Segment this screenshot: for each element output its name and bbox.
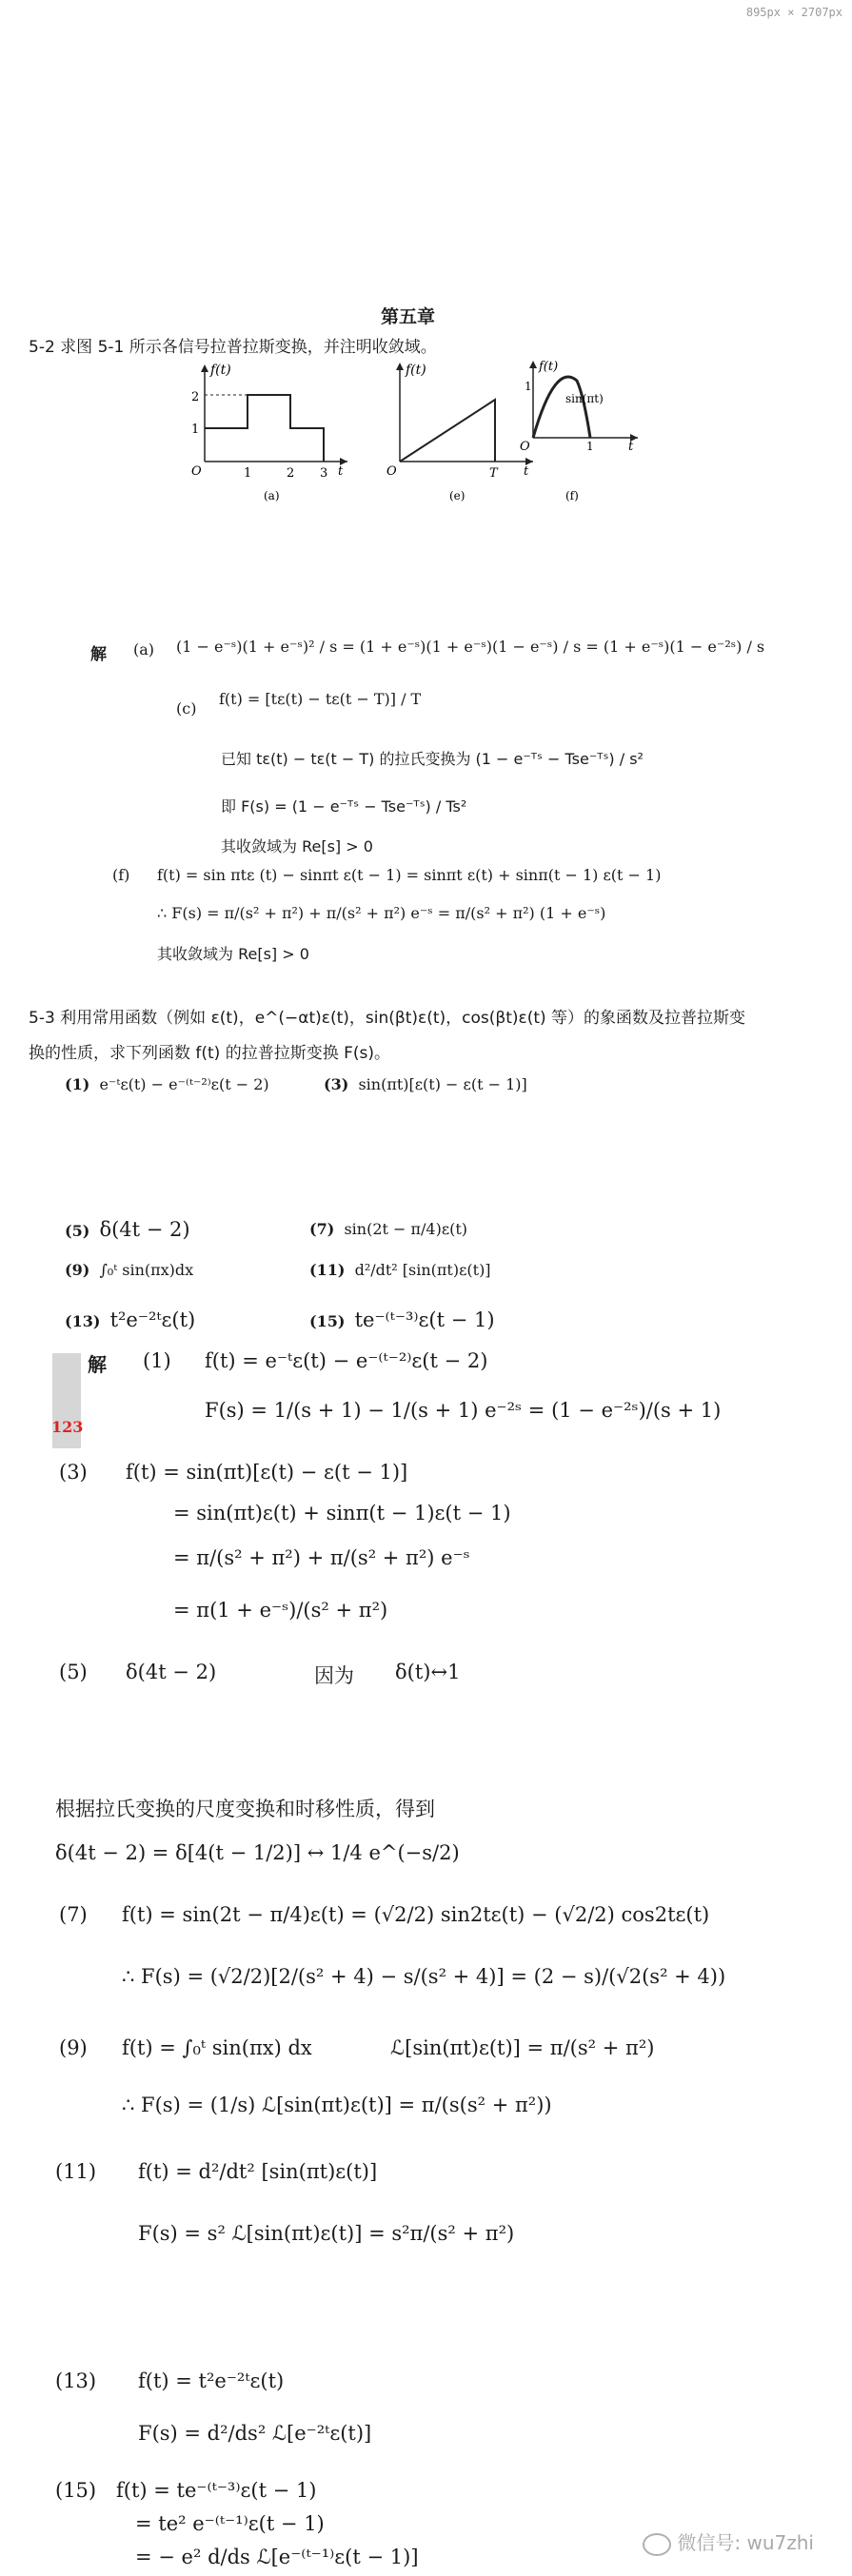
- solution-5-2-a-eq: (1 − e⁻ˢ)(1 + e⁻ˢ)² / s = (1 + e⁻ˢ)(1 + e⁻ˢ)(1 − e⁻ˢ) / s = (1 + e⁻ˢ)(1 − e⁻²ˢ) / s: [176, 638, 765, 656]
- page-number: 123: [51, 1418, 84, 1436]
- solution-5-text: 根据拉氏变换的尺度变换和时移性质，得到: [55, 1798, 435, 1820]
- svg-text:t: t: [338, 464, 344, 479]
- question-5-3-prompt-2: 换的性质，求下列函数 f(t) 的拉普拉斯变换 F(s)。: [29, 1044, 391, 1063]
- solution-5-2-c-eq2: 已知 tε(t) − tε(t − T) 的拉氏变换为 (1 − e⁻ᵀˢ − Tse⁻ᵀˢ) / s²: [221, 750, 644, 768]
- solution-3-eq1: f(t) = sin(πt)[ε(t) − ε(t − 1)]: [126, 1461, 408, 1484]
- graph-a-signal: [205, 395, 324, 462]
- item-7: (7) sin(2t − π/4)ε(t): [309, 1220, 468, 1238]
- graph-e: [381, 357, 543, 504]
- graph-f-signal: [533, 377, 590, 438]
- graph-a-ylabel: f(t): [210, 363, 231, 378]
- solution-5-2-c-eq1: f(t) = [tε(t) − tε(t − T)] / T: [219, 690, 422, 708]
- solution-5-eq1: δ(4t − 2): [126, 1661, 217, 1683]
- item-9: (9) ∫₀ᵗ sin(πx)dx: [65, 1261, 194, 1279]
- svg-text:2: 2: [287, 466, 295, 481]
- item-5: (5) δ(4t − 2): [65, 1218, 190, 1241]
- solution-5-eq3: δ(4t − 2) = δ[4(t − 1/2)] ↔ 1/4 e^(−s/2): [55, 1841, 460, 1864]
- item-1: (1) e⁻ᵗε(t) − e⁻⁽ᵗ⁻²⁾ε(t − 2): [65, 1075, 269, 1093]
- graph-a-caption: (a): [264, 489, 280, 502]
- solution-13-eq1: f(t) = t²e⁻²ᵗε(t): [138, 2370, 285, 2392]
- solution-1-eq1: f(t) = e⁻ᵗε(t) − e⁻⁽ᵗ⁻²⁾ε(t − 2): [205, 1349, 488, 1372]
- solution-5-2-c-eq3: 即 F(s) = (1 − e⁻ᵀˢ − Tse⁻ᵀˢ) / Ts²: [221, 797, 467, 816]
- svg-text:t: t: [628, 440, 634, 454]
- wechat-watermark: 微信号: wu7zhi: [643, 2527, 814, 2556]
- solution-15-eq1: f(t) = te⁻⁽ᵗ⁻³⁾ε(t − 1): [116, 2479, 317, 2502]
- graph-f: [520, 357, 647, 504]
- item-13: (13) t²e⁻²ᵗε(t): [65, 1308, 196, 1331]
- chapter-title: 第五章: [381, 306, 436, 327]
- solution-5-2-f-eq1: f(t) = sin πtε (t) − sinπt ε(t − 1) = sinπt ε(t) + sinπ(t − 1) ε(t − 1): [157, 866, 662, 884]
- solution-5-3-jie: 解: [88, 1353, 107, 1376]
- graph-e-caption: (e): [449, 489, 466, 502]
- solution-11-eq1: f(t) = d²/dt² [sin(πt)ε(t)]: [138, 2160, 378, 2183]
- item-15: (15) te⁻⁽ᵗ⁻³⁾ε(t − 1): [309, 1308, 495, 1331]
- svg-text:f(t): f(t): [539, 360, 559, 374]
- item-11: (11) d²/dt² [sin(πt)ε(t)]: [309, 1261, 491, 1279]
- svg-text:T: T: [489, 466, 498, 481]
- svg-text:O: O: [520, 440, 530, 454]
- svg-text:t: t: [524, 464, 529, 479]
- solution-9-eq1: f(t) = ∫₀ᵗ sin(πx) dx: [122, 2036, 312, 2059]
- wechat-icon: [643, 2533, 671, 2556]
- graph-e-signal: [400, 400, 495, 462]
- svg-text:2: 2: [191, 390, 200, 404]
- solution-9-eq2: ℒ[sin(πt)ε(t)] = π/(s² + π²): [390, 2036, 655, 2059]
- solution-3-eq4: = π(1 + e⁻ˢ)/(s² + π²): [173, 1599, 388, 1622]
- svg-text:1: 1: [525, 380, 532, 393]
- item-3: (3) sin(πt)[ε(t) − ε(t − 1)]: [324, 1075, 527, 1093]
- solution-5-2-f-eq3: 其收敛域为 Re[s] > 0: [157, 945, 309, 963]
- svg-text:3: 3: [320, 466, 328, 481]
- solution-5-2-c-eq4: 其收敛域为 Re[s] > 0: [221, 837, 373, 855]
- question-5-3-prompt: 5-3 利用常用函数（例如 ε(t)，e^(−αt)ε(t)，sin(βt)ε(t)，cos(βt)ε(t) 等）的象函数及拉普拉斯变: [29, 1009, 746, 1028]
- solution-3-eq3: = π/(s² + π²) + π/(s² + π²) e⁻ˢ: [173, 1546, 470, 1569]
- svg-text:sin(πt): sin(πt): [565, 392, 604, 405]
- svg-text:1: 1: [244, 466, 252, 481]
- solution-9-eq3: ∴ F(s) = (1/s) ℒ[sin(πt)ε(t)] = π/(s(s² + π²)): [122, 2094, 552, 2116]
- solution-1-eq2: F(s) = 1/(s + 1) − 1/(s + 1) e⁻²ˢ = (1 − e⁻²ˢ)/(s + 1): [205, 1399, 722, 1422]
- solution-15-eq3: = − e² d/ds ℒ[e⁻⁽ᵗ⁻¹⁾ε(t − 1)]: [135, 2546, 419, 2568]
- question-5-2-prompt: 5-2 求图 5-1 所示各信号拉普拉斯变换，并注明收敛域。: [29, 338, 437, 357]
- svg-text:O: O: [191, 464, 202, 479]
- image-size-label: 895px × 2707px: [745, 6, 842, 19]
- solution-7-eq2: ∴ F(s) = (√2/2)[2/(s² + 4) − s/(s² + 4)] = (2 − s)/(√2(s² + 4)): [122, 1965, 726, 1988]
- svg-text:f(t): f(t): [406, 363, 426, 378]
- graph-f-caption: (f): [565, 489, 579, 502]
- solution-11-eq2: F(s) = s² ℒ[sin(πt)ε(t)] = s²π/(s² + π²): [138, 2222, 515, 2245]
- svg-text:1: 1: [191, 423, 200, 437]
- graph-a: [176, 357, 357, 504]
- solution-13-eq2: F(s) = d²/ds² ℒ[e⁻²ᵗε(t)]: [138, 2422, 372, 2445]
- solution-5-2-f-eq2: ∴ F(s) = π/(s² + π²) + π/(s² + π²) e⁻ˢ = π/(s² + π²) (1 + e⁻ˢ): [157, 904, 606, 922]
- svg-text:1: 1: [586, 440, 594, 453]
- solution-5-2-jie: 解: [90, 645, 107, 664]
- solution-5-eq2: δ(t)↔1: [395, 1661, 461, 1683]
- solution-7-eq1: f(t) = sin(2t − π/4)ε(t) = (√2/2) sin2tε(t) − (√2/2) cos2tε(t): [122, 1903, 710, 1926]
- svg-text:O: O: [386, 464, 397, 479]
- solution-15-eq2: = te² e⁻⁽ᵗ⁻¹⁾ε(t − 1): [135, 2512, 325, 2535]
- solution-3-eq2: = sin(πt)ε(t) + sinπ(t − 1)ε(t − 1): [173, 1502, 511, 1524]
